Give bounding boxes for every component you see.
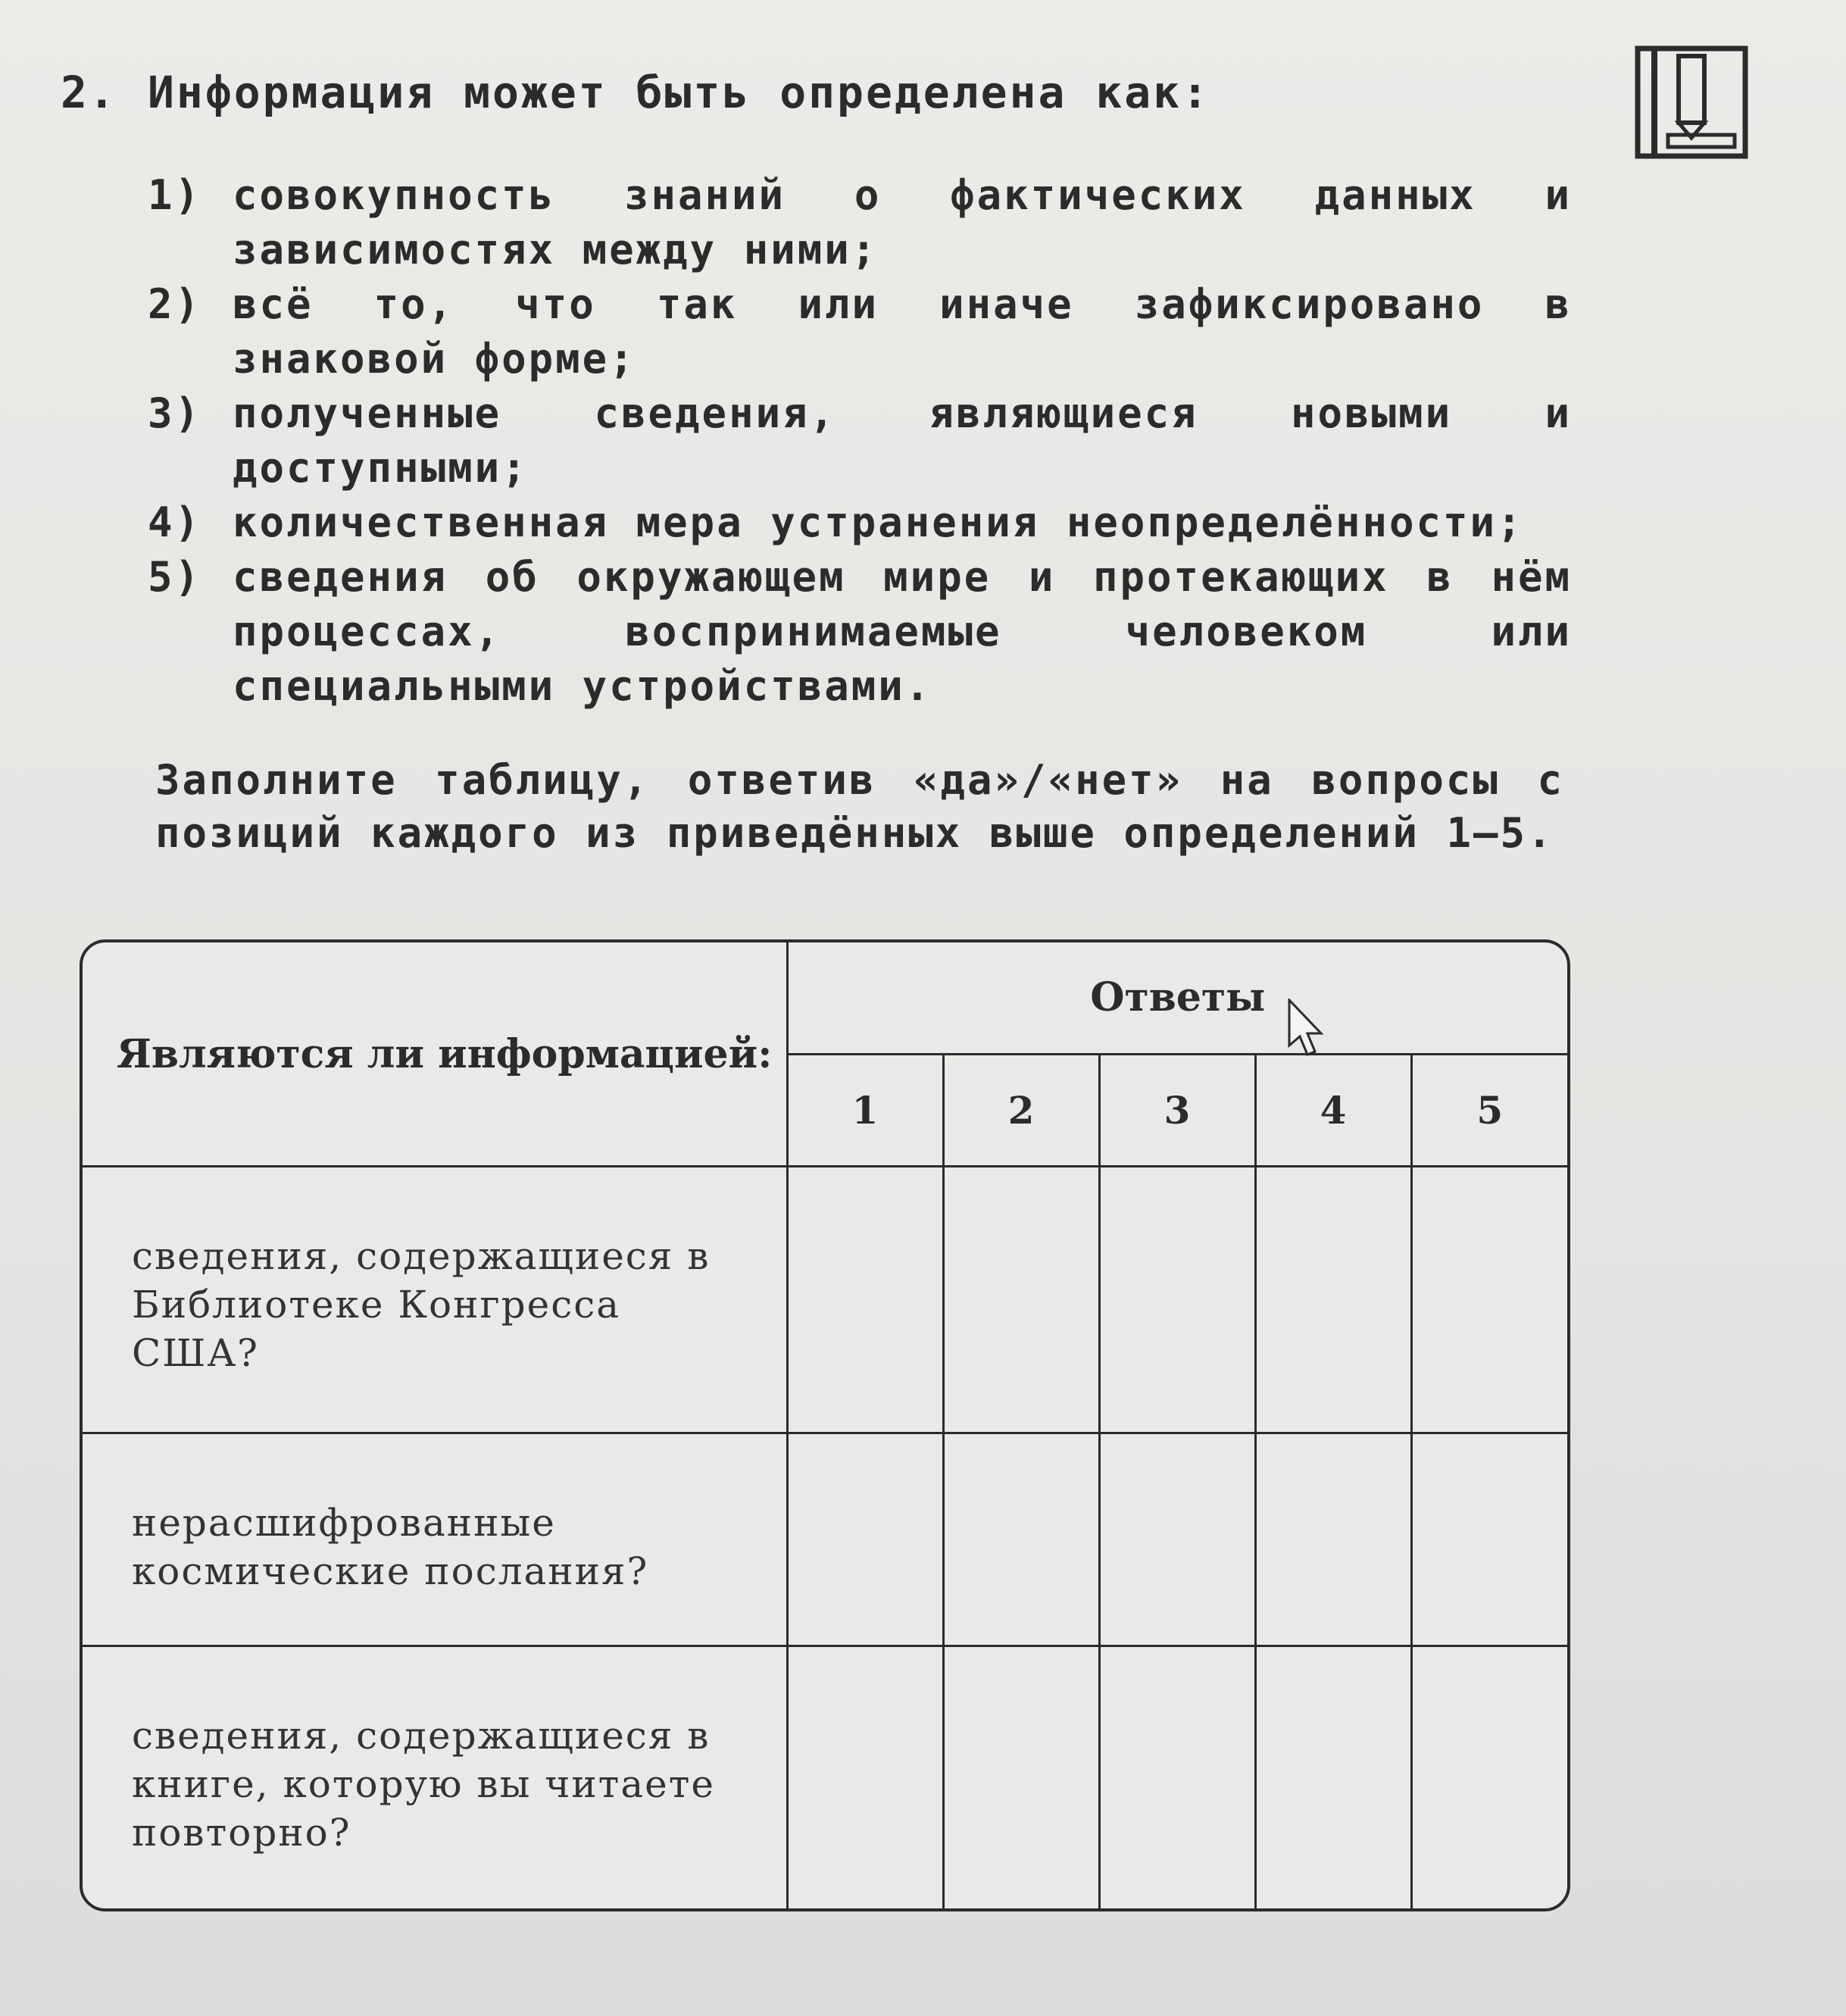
definition-number: 3) <box>148 389 202 437</box>
column-header-4: 4 <box>1255 1054 1411 1167</box>
answer-table <box>80 939 1570 1911</box>
answer-cell[interactable] <box>943 1433 1099 1646</box>
answer-cell[interactable] <box>943 1167 1099 1433</box>
question-cell: нерасшифрованные космические послания? <box>83 1433 787 1646</box>
definition-number: 4) <box>148 499 202 546</box>
question-cell: сведения, содержащиеся в книге, которую вы читаете повторно? <box>83 1646 787 1908</box>
table-row <box>83 1433 1567 1646</box>
definition-item <box>148 386 1572 495</box>
answer-cell[interactable] <box>943 1646 1099 1908</box>
task-number: 2. <box>61 67 117 118</box>
column-header-5: 5 <box>1411 1054 1567 1167</box>
column-header-3: 3 <box>1099 1054 1255 1167</box>
instruction-text: Заполните таблицу, ответив «да»/«нет» на вопросы с позиций каждого из приведённых выше определений 1–5. <box>155 756 1564 857</box>
answer-cell[interactable] <box>787 1433 943 1646</box>
answer-cell[interactable] <box>787 1167 943 1433</box>
answer-cell[interactable] <box>1411 1433 1567 1646</box>
question-column-header: Являются ли информацией: <box>83 942 787 1167</box>
definition-item <box>148 550 1572 714</box>
answer-cell[interactable] <box>1255 1646 1411 1908</box>
definition-text: совокупность знаний о фактических данных и зависимостях между ними; <box>233 171 1572 273</box>
definition-item <box>148 277 1572 386</box>
answer-cell[interactable] <box>1411 1167 1567 1433</box>
definition-text: полученные сведения, являющиеся новыми и доступными; <box>233 389 1572 492</box>
table-row <box>83 1167 1567 1433</box>
answer-cell[interactable] <box>1099 1167 1255 1433</box>
definition-text: сведения об окружающем мире и протекающих в нём процессах, воспринимаемые человеком или специальными устройствами. <box>233 553 1572 710</box>
column-header-2: 2 <box>943 1054 1099 1167</box>
definition-text: количественная мера устранения неопределённости; <box>233 499 1524 546</box>
definition-number: 2) <box>148 280 202 328</box>
answer-cell[interactable] <box>1099 1646 1255 1908</box>
mouse-cursor-icon <box>1286 999 1332 1059</box>
table-row <box>83 1646 1567 1908</box>
task-title: Информация может быть определена как: <box>148 67 1211 118</box>
task-type-icon <box>1635 45 1748 159</box>
definition-text: всё то, что так или иначе зафиксировано в знаковой форме; <box>233 280 1572 383</box>
definition-item <box>148 495 1572 550</box>
answer-cell[interactable] <box>787 1646 943 1908</box>
definition-item <box>148 168 1572 277</box>
answer-cell[interactable] <box>1411 1646 1567 1908</box>
column-header-1: 1 <box>787 1054 943 1167</box>
definition-number: 1) <box>148 171 202 219</box>
definitions-list <box>148 168 1572 714</box>
answer-cell[interactable] <box>1099 1433 1255 1646</box>
answer-cell[interactable] <box>1255 1167 1411 1433</box>
question-cell: сведения, содержащиеся в Библиотеке Конгресса США? <box>83 1167 787 1433</box>
definition-number: 5) <box>148 553 202 601</box>
answer-cell[interactable] <box>1255 1433 1411 1646</box>
answers-header: Ответы <box>787 942 1567 1054</box>
